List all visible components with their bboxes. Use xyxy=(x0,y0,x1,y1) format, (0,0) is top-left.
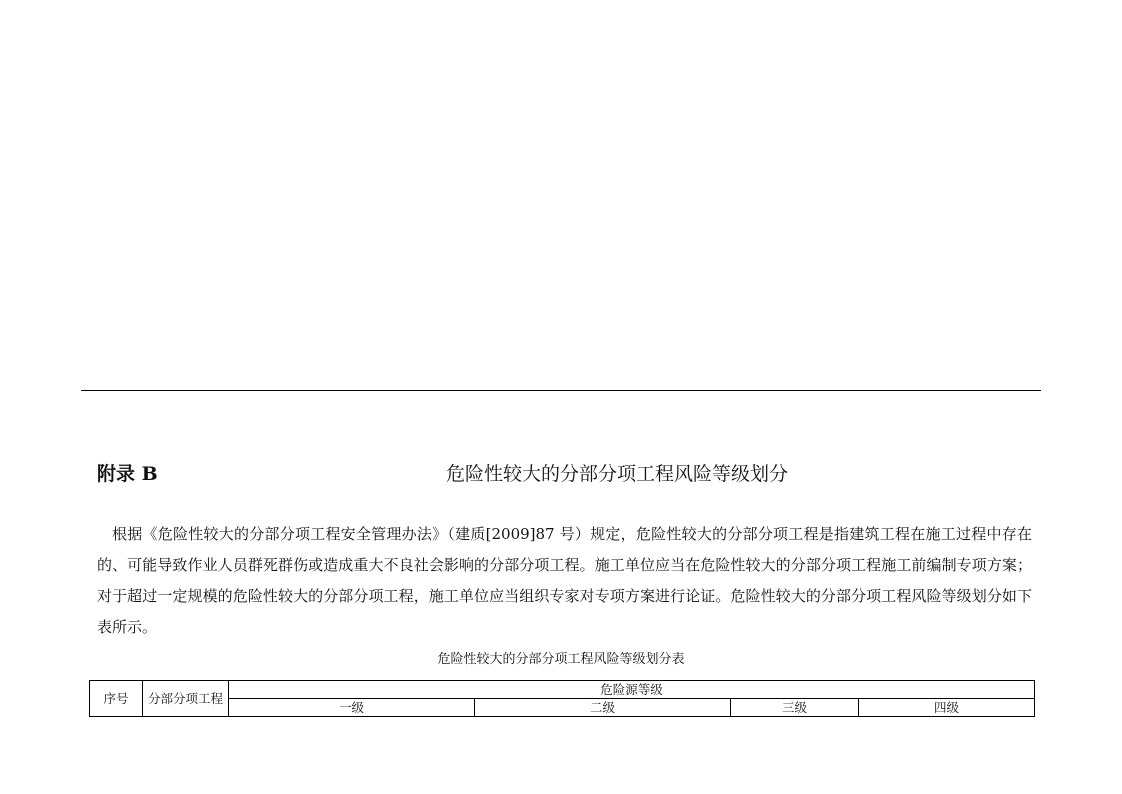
header-level-4: 四级 xyxy=(859,699,1035,717)
risk-level-table xyxy=(89,680,1035,717)
header-serial: 序号 xyxy=(90,681,143,717)
intro-paragraph: 根据《危险性较大的分部分项工程安全管理办法》（建质[2009]87 号）规定，危险性较大的分部分项工程是指建筑工程在施工过程中存在的、可能导致作业人员群死群伤或造成重大不良社会影响的分部分项工程。施工单位应当在危险性较大的分部分项工程施工前编制专项方案；对于超过一定规模的危险性较大的分部分项工程，施工单位应当组织专家对专项方案进行论证。危险性较大的分部分项工程风险等级划分如下表所示。 xyxy=(97,525,1032,636)
header-level-2: 二级 xyxy=(475,699,731,717)
header-level-1: 一级 xyxy=(229,699,475,717)
header-divider-line xyxy=(81,390,1041,391)
appendix-label: 附录 B xyxy=(97,463,158,485)
table-subheader-row xyxy=(90,699,1035,717)
header-project: 分部分项工程 xyxy=(143,681,229,717)
appendix-title: 危险性较大的分部分项工程风险等级划分 xyxy=(446,463,789,485)
header-hazard-level: 危险源等级 xyxy=(229,681,1035,699)
header-level-3: 三级 xyxy=(731,699,859,717)
table-caption: 危险性较大的分部分项工程风险等级划分表 xyxy=(437,652,685,667)
table-header-row xyxy=(90,681,1035,699)
